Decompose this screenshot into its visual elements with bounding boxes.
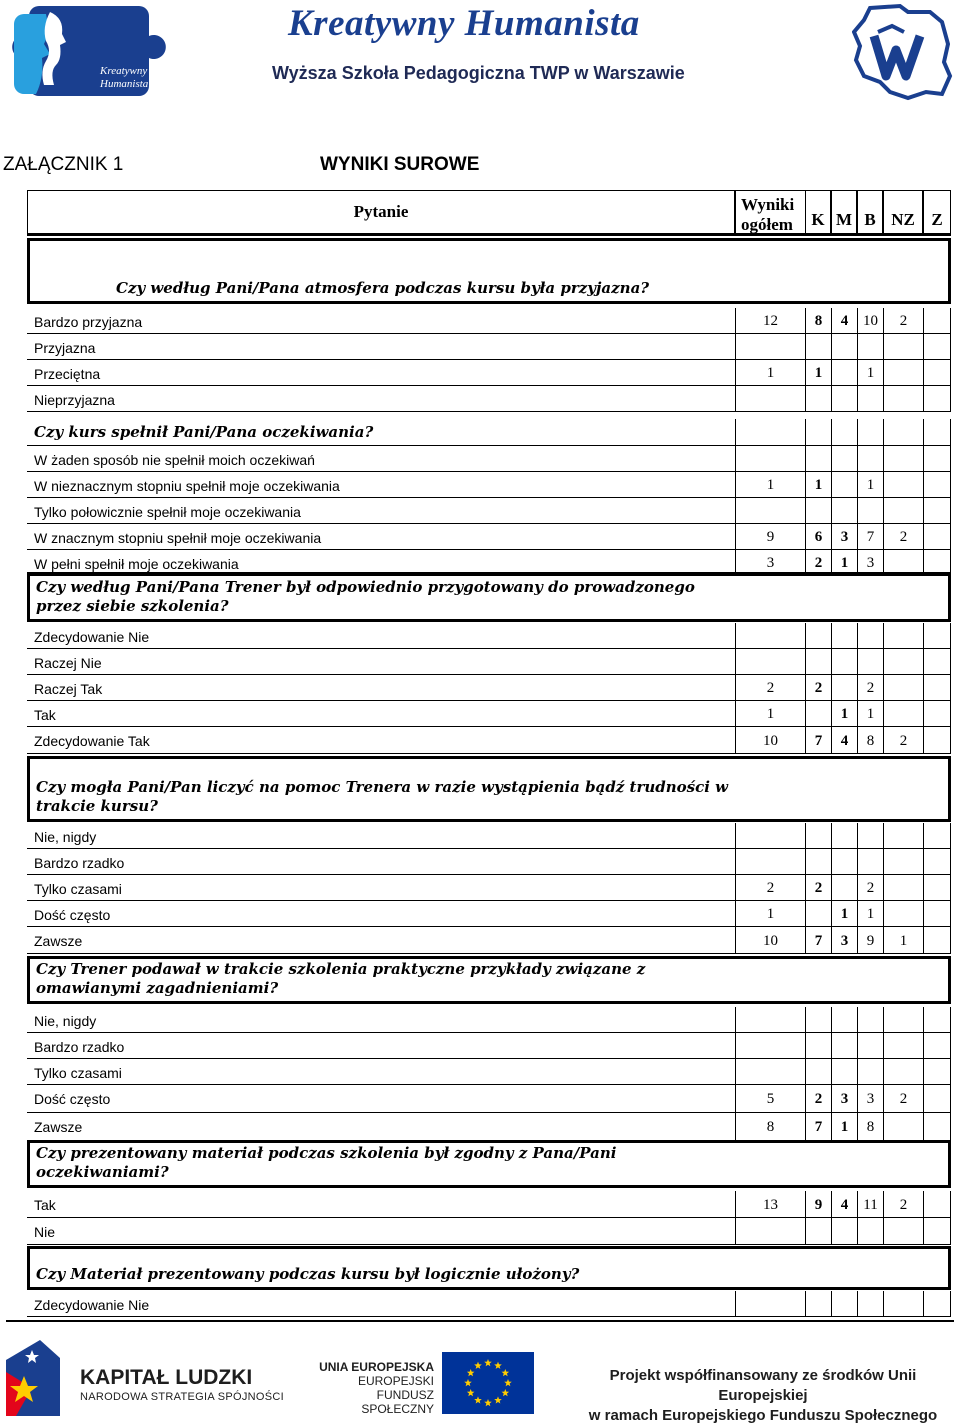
- table-row: [27, 649, 951, 675]
- value-k: [805, 1033, 831, 1059]
- table-row: [27, 1191, 951, 1218]
- value-m: [831, 1033, 857, 1059]
- value-nz: [883, 1033, 923, 1059]
- value-z: [923, 675, 951, 701]
- header-total: Wyniki ogółem: [735, 190, 831, 236]
- table-row: [27, 498, 951, 524]
- value-k: [805, 419, 831, 446]
- value-nz: [883, 1059, 923, 1085]
- value-m: [831, 419, 857, 446]
- value-k: 9: [805, 1191, 831, 1218]
- value-total: 10: [735, 927, 805, 954]
- value-m: [831, 472, 857, 498]
- answer-label: Zdecydowanie Nie: [27, 1291, 735, 1317]
- value-nz: [883, 901, 923, 927]
- value-m: 1: [831, 1113, 857, 1141]
- value-m: 3: [831, 1085, 857, 1113]
- answer-label: Przeciętna: [27, 360, 735, 386]
- value-k: [805, 823, 831, 849]
- value-k: [805, 334, 831, 360]
- value-nz: [883, 498, 923, 524]
- value-total: 10: [735, 727, 805, 754]
- value-z: [923, 334, 951, 360]
- value-m: [831, 1059, 857, 1085]
- value-nz: [883, 701, 923, 727]
- value-z: [923, 727, 951, 754]
- value-m: [831, 623, 857, 649]
- annex-label: ZAŁĄCZNIK 1: [3, 154, 124, 175]
- value-nz: 1: [883, 927, 923, 954]
- value-b: 1: [857, 360, 883, 386]
- value-z: [923, 360, 951, 386]
- table-header: [27, 190, 951, 238]
- value-m: 4: [831, 308, 857, 334]
- table-row: [27, 727, 951, 754]
- value-m: [831, 823, 857, 849]
- value-z: [923, 875, 951, 901]
- kapital-ludzki-title: KAPITAŁ LUDZKI: [80, 1366, 253, 1389]
- question-heading: [27, 1140, 951, 1188]
- value-total: [735, 498, 805, 524]
- table-row: [27, 849, 951, 875]
- eu-line-3: FUNDUSZ SPOŁECZNY: [361, 1388, 434, 1416]
- answer-label: W żaden sposób nie spełnił moich oczekiwań: [27, 446, 735, 472]
- value-k: 1: [805, 360, 831, 386]
- table-row: [27, 1085, 951, 1113]
- value-z: [923, 823, 951, 849]
- value-b: 10: [857, 308, 883, 334]
- value-b: [857, 386, 883, 412]
- answer-label: Tylko czasami: [27, 1059, 735, 1085]
- value-total: 8: [735, 1113, 805, 1141]
- answer-label: Zawsze: [27, 927, 735, 954]
- question-text: Czy Trener podawał w trakcie szkolenia praktyczne przykłady związane z omawianymi zagadnieniami?: [36, 960, 646, 997]
- value-m: [831, 498, 857, 524]
- value-nz: [883, 1218, 923, 1245]
- table-row: [27, 901, 951, 927]
- value-m: [831, 334, 857, 360]
- project-line-2: w ramach Europejskiego Funduszu Społecznego: [588, 1407, 938, 1424]
- value-total: 3: [735, 550, 805, 576]
- value-m: 1: [831, 550, 857, 576]
- table-row: [27, 823, 951, 849]
- value-z: [923, 1085, 951, 1113]
- question-text: Czy kurs spełnił Pani/Pana oczekiwania?: [27, 419, 735, 446]
- value-nz: [883, 419, 923, 446]
- header-title: Kreatywny Humanista: [288, 3, 640, 44]
- value-nz: 2: [883, 727, 923, 754]
- value-b: [857, 823, 883, 849]
- question-heading: [27, 572, 951, 622]
- value-k: 2: [805, 550, 831, 576]
- value-z: [923, 701, 951, 727]
- answer-label: Bardzo rzadko: [27, 849, 735, 875]
- value-k: [805, 901, 831, 927]
- header-col-m: M: [831, 190, 857, 236]
- value-nz: [883, 849, 923, 875]
- value-m: [831, 386, 857, 412]
- value-z: [923, 308, 951, 334]
- table-row: [27, 419, 951, 446]
- value-nz: 2: [883, 1191, 923, 1218]
- value-z: [923, 1218, 951, 1245]
- value-nz: [883, 875, 923, 901]
- kreatywny-humanista-logo: [4, 4, 180, 96]
- value-k: [805, 1291, 831, 1317]
- kapital-ludzki-logo: [6, 1340, 60, 1416]
- value-b: [857, 1007, 883, 1033]
- value-z: [923, 1291, 951, 1317]
- eu-line-1: UNIA EUROPEJSKA: [319, 1360, 434, 1374]
- question-text: Czy prezentowany materiał podczas szkolenia był zgodny z Pana/Pani oczekiwaniami?: [36, 1144, 617, 1181]
- value-total: 1: [735, 701, 805, 727]
- value-k: [805, 1007, 831, 1033]
- value-k: 8: [805, 308, 831, 334]
- value-total: [735, 1218, 805, 1245]
- value-m: [831, 1291, 857, 1317]
- value-z: [923, 498, 951, 524]
- value-z: [923, 1033, 951, 1059]
- value-m: [831, 649, 857, 675]
- value-k: [805, 649, 831, 675]
- value-b: [857, 1033, 883, 1059]
- value-z: [923, 1007, 951, 1033]
- table-row: [27, 1291, 951, 1317]
- table-row: [27, 308, 951, 334]
- table-row: [27, 1113, 951, 1141]
- value-total: [735, 386, 805, 412]
- value-total: [735, 1033, 805, 1059]
- answer-label: Dość często: [27, 901, 735, 927]
- question-heading: [27, 1246, 951, 1290]
- header-col-nz: NZ: [883, 190, 923, 236]
- value-total: 1: [735, 360, 805, 386]
- value-nz: 2: [883, 308, 923, 334]
- question-heading: [27, 756, 951, 822]
- value-total: [735, 823, 805, 849]
- value-k: 1: [805, 472, 831, 498]
- value-m: [831, 675, 857, 701]
- value-total: [735, 1059, 805, 1085]
- page-footer: [0, 1318, 960, 1423]
- value-b: 1: [857, 901, 883, 927]
- value-m: 3: [831, 927, 857, 954]
- value-total: [735, 1007, 805, 1033]
- table-row: [27, 472, 951, 498]
- value-b: 7: [857, 524, 883, 550]
- value-k: 7: [805, 1113, 831, 1141]
- value-z: [923, 1191, 951, 1218]
- answer-label: Raczej Nie: [27, 649, 735, 675]
- value-m: 1: [831, 701, 857, 727]
- value-total: 9: [735, 524, 805, 550]
- answer-label: Nieprzyjazna: [27, 386, 735, 412]
- value-z: [923, 849, 951, 875]
- value-k: 2: [805, 1085, 831, 1113]
- answer-label: Tak: [27, 1191, 735, 1218]
- answer-label: Tylko połowicznie spełnił moje oczekiwania: [27, 498, 735, 524]
- value-b: 1: [857, 472, 883, 498]
- header-col-b: B: [857, 190, 883, 236]
- value-k: [805, 498, 831, 524]
- value-m: 4: [831, 727, 857, 754]
- table-row: [27, 524, 951, 550]
- value-k: [805, 623, 831, 649]
- value-total: 13: [735, 1191, 805, 1218]
- value-total: 12: [735, 308, 805, 334]
- value-total: 5: [735, 1085, 805, 1113]
- value-k: [805, 446, 831, 472]
- footer-divider: [6, 1320, 954, 1322]
- value-z: [923, 419, 951, 446]
- value-b: [857, 419, 883, 446]
- answer-label: W pełni spełnił moje oczekiwania: [27, 550, 735, 576]
- value-z: [923, 386, 951, 412]
- header-col-k: K: [805, 190, 831, 236]
- table-row: [27, 334, 951, 360]
- value-b: [857, 1291, 883, 1317]
- eu-fund-text: [308, 1360, 434, 1416]
- value-nz: [883, 446, 923, 472]
- value-total: [735, 419, 805, 446]
- value-nz: [883, 823, 923, 849]
- value-nz: 2: [883, 1085, 923, 1113]
- value-z: [923, 446, 951, 472]
- value-z: [923, 649, 951, 675]
- value-m: [831, 1218, 857, 1245]
- value-b: [857, 649, 883, 675]
- table-row: [27, 1007, 951, 1033]
- answer-label: Przyjazna: [27, 334, 735, 360]
- question-text: Czy mogła Pani/Pan liczyć na pomoc Trenera w razie wystąpienia bądź trudności w trakcie kursu?: [36, 778, 729, 815]
- value-b: [857, 1218, 883, 1245]
- value-k: [805, 1218, 831, 1245]
- value-b: [857, 849, 883, 875]
- value-z: [923, 472, 951, 498]
- value-k: 2: [805, 675, 831, 701]
- value-m: [831, 1007, 857, 1033]
- value-b: [857, 334, 883, 360]
- value-b: [857, 623, 883, 649]
- value-b: 1: [857, 701, 883, 727]
- value-nz: [883, 623, 923, 649]
- value-nz: [883, 1007, 923, 1033]
- question-text: Czy według Pani/Pana Trener był odpowiednio przygotowany do prowadzonego przez siebie szkolenia?: [36, 578, 695, 615]
- table-row: [27, 623, 951, 649]
- value-m: 1: [831, 901, 857, 927]
- value-b: 8: [857, 1113, 883, 1141]
- value-total: [735, 649, 805, 675]
- value-total: [735, 1291, 805, 1317]
- value-m: 4: [831, 1191, 857, 1218]
- value-m: 3: [831, 524, 857, 550]
- value-k: 7: [805, 927, 831, 954]
- document-heading: WYNIKI SUROWE: [320, 154, 480, 175]
- question-text: Czy według Pani/Pana atmosfera podczas kursu była przyjazna?: [116, 279, 650, 297]
- value-nz: [883, 649, 923, 675]
- value-total: 1: [735, 901, 805, 927]
- answer-label: Bardzo rzadko: [27, 1033, 735, 1059]
- answer-label: Tak: [27, 701, 735, 727]
- value-total: [735, 849, 805, 875]
- eu-line-2: EUROPEJSKI: [357, 1374, 434, 1388]
- header-col-z: Z: [923, 190, 951, 236]
- question-heading: [27, 238, 951, 304]
- value-nz: [883, 472, 923, 498]
- answer-label: Nie: [27, 1218, 735, 1245]
- value-total: 1: [735, 472, 805, 498]
- answer-label: Raczej Tak: [27, 675, 735, 701]
- value-nz: [883, 1291, 923, 1317]
- value-z: [923, 524, 951, 550]
- answer-label: Nie, nigdy: [27, 823, 735, 849]
- value-z: [923, 623, 951, 649]
- answer-label: Bardzo przyjazna: [27, 308, 735, 334]
- answer-label: Zdecydowanie Nie: [27, 623, 735, 649]
- value-b: [857, 446, 883, 472]
- answer-label: Zawsze: [27, 1113, 735, 1141]
- answer-label: Zdecydowanie Tak: [27, 727, 735, 754]
- value-k: 2: [805, 875, 831, 901]
- value-nz: [883, 1113, 923, 1141]
- table-row: [27, 927, 951, 954]
- value-k: 6: [805, 524, 831, 550]
- value-k: [805, 386, 831, 412]
- header-question: Pytanie: [27, 190, 735, 236]
- table-row: [27, 675, 951, 701]
- value-m: [831, 875, 857, 901]
- twp-logo: [852, 2, 958, 104]
- value-total: [735, 446, 805, 472]
- table-row: [27, 1218, 951, 1245]
- answer-label: W nieznacznym stopniu spełnił moje oczekiwania: [27, 472, 735, 498]
- value-b: [857, 498, 883, 524]
- svg-text:Humanista: Humanista: [100, 78, 149, 90]
- table-row: [27, 446, 951, 472]
- value-nz: [883, 675, 923, 701]
- value-k: [805, 849, 831, 875]
- project-cofinancing-text: [566, 1366, 960, 1426]
- value-k: [805, 701, 831, 727]
- value-b: 9: [857, 927, 883, 954]
- kapital-ludzki-subtitle: NARODOWA STRATEGIA SPÓJNOŚCI: [80, 1391, 284, 1403]
- value-b: 3: [857, 550, 883, 576]
- value-b: 3: [857, 1085, 883, 1113]
- table-row: [27, 1033, 951, 1059]
- value-k: 7: [805, 727, 831, 754]
- table-row: [27, 386, 951, 412]
- value-m: [831, 849, 857, 875]
- value-total: [735, 334, 805, 360]
- answer-label: Dość często: [27, 1085, 735, 1113]
- value-nz: [883, 334, 923, 360]
- page-header: [0, 0, 960, 110]
- answer-label: Tylko czasami: [27, 875, 735, 901]
- answer-label: W znacznym stopniu spełnił moje oczekiwania: [27, 524, 735, 550]
- value-m: [831, 360, 857, 386]
- table-row: [27, 1059, 951, 1085]
- question-text: Czy Materiał prezentowany podczas kursu był logicznie ułożony?: [36, 1265, 580, 1283]
- table-row: [27, 360, 951, 386]
- value-k: [805, 1059, 831, 1085]
- value-b: 8: [857, 727, 883, 754]
- question-heading: [27, 956, 951, 1004]
- value-b: 2: [857, 875, 883, 901]
- table-row: [27, 701, 951, 727]
- value-nz: [883, 386, 923, 412]
- value-z: [923, 1113, 951, 1141]
- svg-text:Kreatywny: Kreatywny: [100, 65, 148, 77]
- value-nz: [883, 360, 923, 386]
- answer-label: Nie, nigdy: [27, 1007, 735, 1033]
- value-z: [923, 1059, 951, 1085]
- eu-flag-icon: [442, 1352, 534, 1414]
- header-subtitle: Wyższa Szkoła Pedagogiczna TWP w Warszawie: [272, 63, 685, 83]
- value-z: [923, 901, 951, 927]
- value-b: 11: [857, 1191, 883, 1218]
- value-total: [735, 623, 805, 649]
- value-b: 2: [857, 675, 883, 701]
- value-total: 2: [735, 675, 805, 701]
- value-b: [857, 1059, 883, 1085]
- table-row: [27, 875, 951, 901]
- value-m: [831, 446, 857, 472]
- project-line-1: Projekt współfinansowany ze środków Unii Europejskiej: [609, 1367, 917, 1404]
- value-total: 2: [735, 875, 805, 901]
- value-z: [923, 927, 951, 954]
- value-nz: 2: [883, 524, 923, 550]
